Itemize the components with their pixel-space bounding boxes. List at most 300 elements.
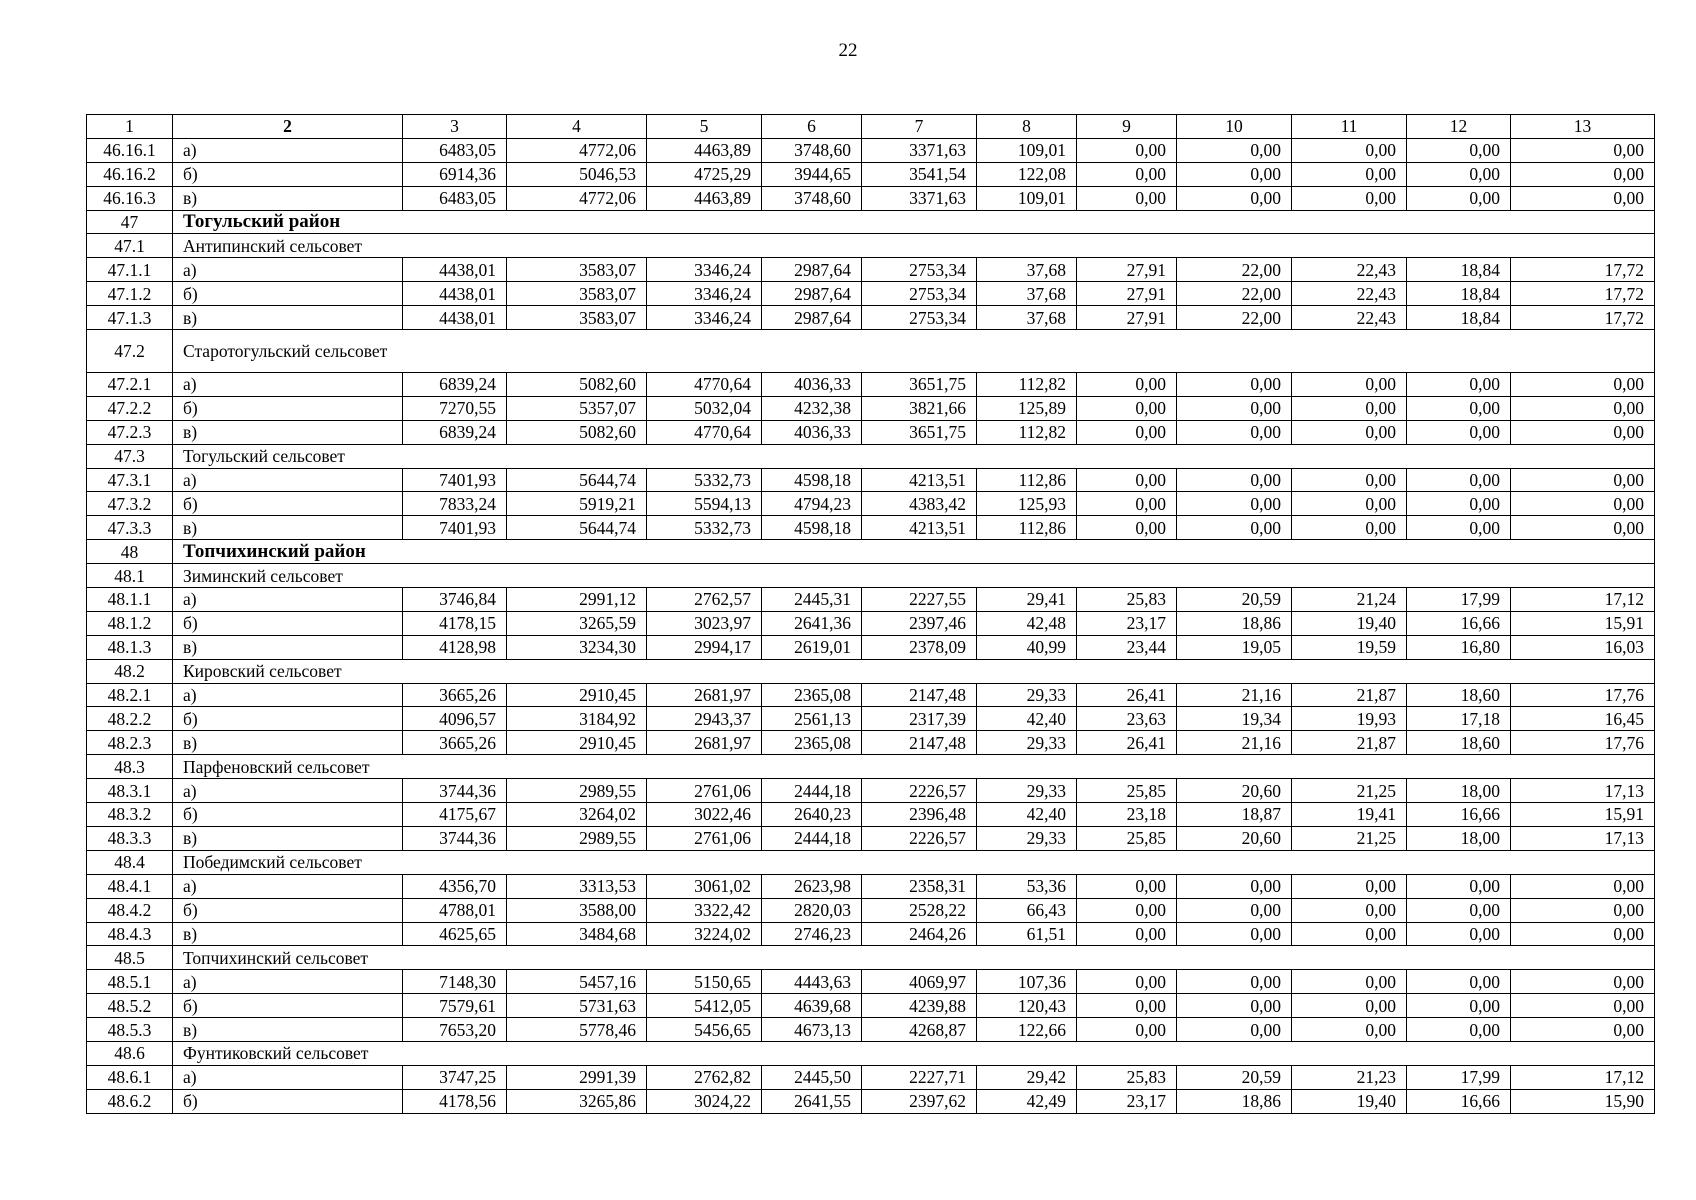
row-code: 48.1 xyxy=(87,564,173,588)
value-cell: 3371,63 xyxy=(862,186,977,210)
value-cell: 3264,02 xyxy=(507,803,647,827)
value-cell: 37,68 xyxy=(977,306,1077,330)
value-cell: 0,00 xyxy=(1177,994,1292,1018)
value-cell: 4175,67 xyxy=(403,803,507,827)
value-cell: 3821,66 xyxy=(862,396,977,420)
value-cell: 0,00 xyxy=(1292,162,1407,186)
row-code: 47.3.2 xyxy=(87,492,173,516)
value-cell: 2681,97 xyxy=(647,731,762,755)
value-cell: 18,60 xyxy=(1407,683,1511,707)
value-cell: 17,99 xyxy=(1407,1065,1511,1089)
row-label: Тогульский сельсовет xyxy=(173,444,1655,468)
value-cell: 5357,07 xyxy=(507,396,647,420)
value-cell: 21,24 xyxy=(1292,588,1407,612)
value-cell: 3265,59 xyxy=(507,611,647,635)
value-cell: 0,00 xyxy=(1511,138,1655,162)
value-cell: 2464,26 xyxy=(862,922,977,946)
value-cell: 16,66 xyxy=(1407,611,1511,635)
value-cell: 2147,48 xyxy=(862,683,977,707)
value-cell: 2987,64 xyxy=(762,282,862,306)
value-cell: 122,08 xyxy=(977,162,1077,186)
table-row xyxy=(87,635,1655,659)
value-cell: 0,00 xyxy=(1511,396,1655,420)
value-cell: 17,76 xyxy=(1511,731,1655,755)
value-cell: 4463,89 xyxy=(647,138,762,162)
column-header: 9 xyxy=(1077,115,1177,139)
value-cell: 0,00 xyxy=(1077,373,1177,397)
value-cell: 0,00 xyxy=(1511,874,1655,898)
row-label: в) xyxy=(173,922,403,946)
value-cell: 3023,97 xyxy=(647,611,762,635)
row-label: в) xyxy=(173,635,403,659)
value-cell: 25,83 xyxy=(1077,1065,1177,1089)
value-cell: 0,00 xyxy=(1292,373,1407,397)
value-cell: 66,43 xyxy=(977,898,1077,922)
row-code: 47.2 xyxy=(87,330,173,373)
value-cell: 29,33 xyxy=(977,731,1077,755)
row-code: 48.5.3 xyxy=(87,1018,173,1042)
value-cell: 3665,26 xyxy=(403,683,507,707)
value-cell: 0,00 xyxy=(1511,922,1655,946)
value-cell: 20,60 xyxy=(1177,779,1292,803)
value-cell: 4438,01 xyxy=(403,306,507,330)
row-label: б) xyxy=(173,162,403,186)
value-cell: 2989,55 xyxy=(507,826,647,850)
value-cell: 7270,55 xyxy=(403,396,507,420)
value-cell: 20,59 xyxy=(1177,588,1292,612)
value-cell: 18,00 xyxy=(1407,826,1511,850)
table-row xyxy=(87,898,1655,922)
row-code: 46.16.1 xyxy=(87,138,173,162)
row-label: а) xyxy=(173,588,403,612)
value-cell: 0,00 xyxy=(1077,994,1177,1018)
table-row xyxy=(87,611,1655,635)
value-cell: 109,01 xyxy=(977,138,1077,162)
value-cell: 4356,70 xyxy=(403,874,507,898)
table-row xyxy=(87,396,1655,420)
district-row xyxy=(87,210,1655,234)
value-cell: 5032,04 xyxy=(647,396,762,420)
row-code: 47.2.1 xyxy=(87,373,173,397)
row-label: в) xyxy=(173,731,403,755)
column-header: 5 xyxy=(647,115,762,139)
row-code: 48.2 xyxy=(87,659,173,683)
table-body xyxy=(87,115,1655,1114)
value-cell: 42,40 xyxy=(977,803,1077,827)
row-code: 48.6.2 xyxy=(87,1089,173,1113)
value-cell: 3747,25 xyxy=(403,1065,507,1089)
value-cell: 0,00 xyxy=(1407,396,1511,420)
row-label: б) xyxy=(173,994,403,1018)
row-code: 48.4 xyxy=(87,850,173,874)
value-cell: 0,00 xyxy=(1292,468,1407,492)
row-label: Кировский сельсовет xyxy=(173,659,1655,683)
value-cell: 3371,63 xyxy=(862,138,977,162)
value-cell: 0,00 xyxy=(1177,138,1292,162)
row-code: 48.4.3 xyxy=(87,922,173,946)
value-cell: 2943,37 xyxy=(647,707,762,731)
value-cell: 4788,01 xyxy=(403,898,507,922)
row-label: б) xyxy=(173,492,403,516)
value-cell: 29,33 xyxy=(977,779,1077,803)
table-row xyxy=(87,922,1655,946)
value-cell: 4770,64 xyxy=(647,373,762,397)
value-cell: 7401,93 xyxy=(403,516,507,540)
value-cell: 7148,30 xyxy=(403,970,507,994)
table-row xyxy=(87,707,1655,731)
table-row xyxy=(87,779,1655,803)
value-cell: 0,00 xyxy=(1292,994,1407,1018)
value-cell: 2365,08 xyxy=(762,683,862,707)
value-cell: 6483,05 xyxy=(403,138,507,162)
value-cell: 5594,13 xyxy=(647,492,762,516)
value-cell: 40,99 xyxy=(977,635,1077,659)
value-cell: 3944,65 xyxy=(762,162,862,186)
row-code: 47.1 xyxy=(87,234,173,258)
value-cell: 3583,07 xyxy=(507,282,647,306)
value-cell: 4438,01 xyxy=(403,258,507,282)
value-cell: 0,00 xyxy=(1407,492,1511,516)
value-cell: 0,00 xyxy=(1407,468,1511,492)
value-cell: 3746,84 xyxy=(403,588,507,612)
value-cell: 3583,07 xyxy=(507,258,647,282)
value-cell: 22,00 xyxy=(1177,258,1292,282)
value-cell: 5332,73 xyxy=(647,468,762,492)
value-cell: 2762,82 xyxy=(647,1065,762,1089)
value-cell: 29,42 xyxy=(977,1065,1077,1089)
value-cell: 2753,34 xyxy=(862,306,977,330)
council-row xyxy=(87,755,1655,779)
value-cell: 0,00 xyxy=(1292,186,1407,210)
row-label: в) xyxy=(173,420,403,444)
value-cell: 3748,60 xyxy=(762,186,862,210)
value-cell: 20,60 xyxy=(1177,826,1292,850)
row-label: б) xyxy=(173,707,403,731)
row-code: 48.6.1 xyxy=(87,1065,173,1089)
value-cell: 23,18 xyxy=(1077,803,1177,827)
value-cell: 0,00 xyxy=(1511,162,1655,186)
value-cell: 3313,53 xyxy=(507,874,647,898)
value-cell: 4443,63 xyxy=(762,970,862,994)
council-row xyxy=(87,850,1655,874)
row-label: а) xyxy=(173,373,403,397)
value-cell: 2820,03 xyxy=(762,898,862,922)
value-cell: 17,13 xyxy=(1511,826,1655,850)
value-cell: 3588,00 xyxy=(507,898,647,922)
value-cell: 21,87 xyxy=(1292,683,1407,707)
row-label: а) xyxy=(173,468,403,492)
value-cell: 3346,24 xyxy=(647,282,762,306)
value-cell: 2444,18 xyxy=(762,826,862,850)
value-cell: 2397,46 xyxy=(862,611,977,635)
value-cell: 27,91 xyxy=(1077,282,1177,306)
council-row xyxy=(87,659,1655,683)
value-cell: 0,00 xyxy=(1407,186,1511,210)
row-code: 47.2.2 xyxy=(87,396,173,420)
table-row xyxy=(87,970,1655,994)
row-label: а) xyxy=(173,1065,403,1089)
value-cell: 0,00 xyxy=(1177,162,1292,186)
value-cell: 2623,98 xyxy=(762,874,862,898)
value-cell: 17,12 xyxy=(1511,1065,1655,1089)
value-cell: 5046,53 xyxy=(507,162,647,186)
table-row xyxy=(87,373,1655,397)
table-row xyxy=(87,258,1655,282)
value-cell: 0,00 xyxy=(1292,898,1407,922)
value-cell: 0,00 xyxy=(1511,994,1655,1018)
value-cell: 5919,21 xyxy=(507,492,647,516)
value-cell: 0,00 xyxy=(1292,970,1407,994)
row-label: б) xyxy=(173,803,403,827)
value-cell: 0,00 xyxy=(1077,922,1177,946)
value-cell: 4625,65 xyxy=(403,922,507,946)
value-cell: 17,72 xyxy=(1511,258,1655,282)
council-row xyxy=(87,946,1655,970)
value-cell: 18,87 xyxy=(1177,803,1292,827)
value-cell: 0,00 xyxy=(1407,420,1511,444)
value-cell: 5082,60 xyxy=(507,373,647,397)
value-cell: 2227,55 xyxy=(862,588,977,612)
value-cell: 17,99 xyxy=(1407,588,1511,612)
row-label: Антипинский сельсовет xyxy=(173,234,1655,258)
row-label: б) xyxy=(173,1089,403,1113)
value-cell: 125,93 xyxy=(977,492,1077,516)
row-code: 48.1.3 xyxy=(87,635,173,659)
column-header: 12 xyxy=(1407,115,1511,139)
value-cell: 3184,92 xyxy=(507,707,647,731)
value-cell: 6839,24 xyxy=(403,373,507,397)
value-cell: 107,36 xyxy=(977,970,1077,994)
value-cell: 18,84 xyxy=(1407,258,1511,282)
value-cell: 21,25 xyxy=(1292,826,1407,850)
value-cell: 23,44 xyxy=(1077,635,1177,659)
value-cell: 22,00 xyxy=(1177,282,1292,306)
row-code: 48.5 xyxy=(87,946,173,970)
value-cell: 2681,97 xyxy=(647,683,762,707)
value-cell: 19,05 xyxy=(1177,635,1292,659)
value-cell: 0,00 xyxy=(1077,420,1177,444)
value-cell: 3224,02 xyxy=(647,922,762,946)
row-code: 48.3.3 xyxy=(87,826,173,850)
value-cell: 3346,24 xyxy=(647,258,762,282)
value-cell: 0,00 xyxy=(1511,468,1655,492)
value-cell: 17,72 xyxy=(1511,306,1655,330)
row-label: б) xyxy=(173,898,403,922)
row-label: Парфеновский сельсовет xyxy=(173,755,1655,779)
value-cell: 5150,65 xyxy=(647,970,762,994)
row-code: 48.4.2 xyxy=(87,898,173,922)
table-row xyxy=(87,138,1655,162)
row-code: 47.3.3 xyxy=(87,516,173,540)
column-header: 6 xyxy=(762,115,862,139)
value-cell: 2358,31 xyxy=(862,874,977,898)
value-cell: 18,84 xyxy=(1407,282,1511,306)
row-label: Топчихинский район xyxy=(173,540,1655,564)
row-label: б) xyxy=(173,396,403,420)
value-cell: 4438,01 xyxy=(403,282,507,306)
table-row xyxy=(87,306,1655,330)
value-cell: 18,86 xyxy=(1177,1089,1292,1113)
value-cell: 112,82 xyxy=(977,373,1077,397)
value-cell: 21,16 xyxy=(1177,683,1292,707)
value-cell: 17,13 xyxy=(1511,779,1655,803)
row-label: в) xyxy=(173,306,403,330)
row-label: Старотогульский сельсовет xyxy=(173,330,1655,373)
value-cell: 0,00 xyxy=(1077,1018,1177,1042)
value-cell: 5644,74 xyxy=(507,516,647,540)
value-cell: 42,48 xyxy=(977,611,1077,635)
value-cell: 2994,17 xyxy=(647,635,762,659)
value-cell: 120,43 xyxy=(977,994,1077,1018)
value-cell: 0,00 xyxy=(1407,516,1511,540)
value-cell: 0,00 xyxy=(1177,1018,1292,1042)
table-row xyxy=(87,468,1655,492)
value-cell: 0,00 xyxy=(1177,874,1292,898)
row-code: 47.3.1 xyxy=(87,468,173,492)
value-cell: 0,00 xyxy=(1177,186,1292,210)
value-cell: 3265,86 xyxy=(507,1089,647,1113)
value-cell: 4794,23 xyxy=(762,492,862,516)
value-cell: 0,00 xyxy=(1511,420,1655,444)
value-cell: 0,00 xyxy=(1077,492,1177,516)
value-cell: 3744,36 xyxy=(403,779,507,803)
value-cell: 3541,54 xyxy=(862,162,977,186)
value-cell: 2227,71 xyxy=(862,1065,977,1089)
value-cell: 25,85 xyxy=(1077,826,1177,850)
header-row xyxy=(87,115,1655,139)
value-cell: 0,00 xyxy=(1077,468,1177,492)
value-cell: 2987,64 xyxy=(762,306,862,330)
council-row xyxy=(87,330,1655,373)
row-label: а) xyxy=(173,874,403,898)
table-row xyxy=(87,282,1655,306)
value-cell: 4096,57 xyxy=(403,707,507,731)
value-cell: 2378,09 xyxy=(862,635,977,659)
value-cell: 0,00 xyxy=(1077,186,1177,210)
council-row xyxy=(87,1041,1655,1065)
row-code: 46.16.3 xyxy=(87,186,173,210)
row-label: б) xyxy=(173,282,403,306)
value-cell: 29,33 xyxy=(977,683,1077,707)
value-cell: 4069,97 xyxy=(862,970,977,994)
value-cell: 2910,45 xyxy=(507,731,647,755)
value-cell: 0,00 xyxy=(1292,516,1407,540)
value-cell: 0,00 xyxy=(1177,396,1292,420)
row-code: 48 xyxy=(87,540,173,564)
value-cell: 3583,07 xyxy=(507,306,647,330)
value-cell: 0,00 xyxy=(1177,922,1292,946)
row-code: 48.3.1 xyxy=(87,779,173,803)
value-cell: 0,00 xyxy=(1511,970,1655,994)
value-cell: 5644,74 xyxy=(507,468,647,492)
value-cell: 2445,31 xyxy=(762,588,862,612)
row-label: в) xyxy=(173,516,403,540)
value-cell: 5456,65 xyxy=(647,1018,762,1042)
value-cell: 0,00 xyxy=(1077,970,1177,994)
value-cell: 0,00 xyxy=(1511,492,1655,516)
value-cell: 0,00 xyxy=(1511,373,1655,397)
value-cell: 0,00 xyxy=(1407,970,1511,994)
council-row xyxy=(87,444,1655,468)
value-cell: 4673,13 xyxy=(762,1018,862,1042)
table-row xyxy=(87,826,1655,850)
value-cell: 0,00 xyxy=(1177,420,1292,444)
row-code: 48.1.2 xyxy=(87,611,173,635)
value-cell: 0,00 xyxy=(1511,898,1655,922)
value-cell: 0,00 xyxy=(1292,922,1407,946)
tariff-table xyxy=(86,114,1655,1114)
value-cell: 15,90 xyxy=(1511,1089,1655,1113)
value-cell: 4232,38 xyxy=(762,396,862,420)
value-cell: 0,00 xyxy=(1077,898,1177,922)
value-cell: 0,00 xyxy=(1177,516,1292,540)
value-cell: 4383,42 xyxy=(862,492,977,516)
value-cell: 7833,24 xyxy=(403,492,507,516)
table-row xyxy=(87,588,1655,612)
table-row xyxy=(87,162,1655,186)
value-cell: 23,17 xyxy=(1077,611,1177,635)
value-cell: 17,12 xyxy=(1511,588,1655,612)
value-cell: 4213,51 xyxy=(862,516,977,540)
row-label: а) xyxy=(173,970,403,994)
table-row xyxy=(87,516,1655,540)
value-cell: 3022,46 xyxy=(647,803,762,827)
value-cell: 18,60 xyxy=(1407,731,1511,755)
row-code: 47.1.3 xyxy=(87,306,173,330)
value-cell: 3234,30 xyxy=(507,635,647,659)
value-cell: 0,00 xyxy=(1177,468,1292,492)
row-label: б) xyxy=(173,611,403,635)
value-cell: 4178,56 xyxy=(403,1089,507,1113)
value-cell: 0,00 xyxy=(1292,874,1407,898)
value-cell: 4036,33 xyxy=(762,373,862,397)
value-cell: 37,68 xyxy=(977,282,1077,306)
value-cell: 19,41 xyxy=(1292,803,1407,827)
value-cell: 42,40 xyxy=(977,707,1077,731)
value-cell: 0,00 xyxy=(1407,874,1511,898)
value-cell: 22,00 xyxy=(1177,306,1292,330)
value-cell: 0,00 xyxy=(1077,874,1177,898)
value-cell: 3665,26 xyxy=(403,731,507,755)
value-cell: 19,40 xyxy=(1292,1089,1407,1113)
value-cell: 19,34 xyxy=(1177,707,1292,731)
value-cell: 4213,51 xyxy=(862,468,977,492)
value-cell: 27,91 xyxy=(1077,306,1177,330)
value-cell: 2746,23 xyxy=(762,922,862,946)
value-cell: 22,43 xyxy=(1292,306,1407,330)
row-label: Зиминский сельсовет xyxy=(173,564,1655,588)
column-header: 4 xyxy=(507,115,647,139)
value-cell: 0,00 xyxy=(1077,396,1177,420)
value-cell: 22,43 xyxy=(1292,258,1407,282)
value-cell: 23,17 xyxy=(1077,1089,1177,1113)
value-cell: 0,00 xyxy=(1292,492,1407,516)
value-cell: 18,00 xyxy=(1407,779,1511,803)
value-cell: 4598,18 xyxy=(762,468,862,492)
column-header: 2 xyxy=(173,115,403,139)
row-label: в) xyxy=(173,186,403,210)
value-cell: 18,86 xyxy=(1177,611,1292,635)
value-cell: 112,86 xyxy=(977,516,1077,540)
row-label: Фунтиковский сельсовет xyxy=(173,1041,1655,1065)
row-code: 48.5.2 xyxy=(87,994,173,1018)
value-cell: 21,87 xyxy=(1292,731,1407,755)
value-cell: 0,00 xyxy=(1511,186,1655,210)
value-cell: 4770,64 xyxy=(647,420,762,444)
row-label: в) xyxy=(173,1018,403,1042)
row-code: 48.2.3 xyxy=(87,731,173,755)
value-cell: 37,68 xyxy=(977,258,1077,282)
